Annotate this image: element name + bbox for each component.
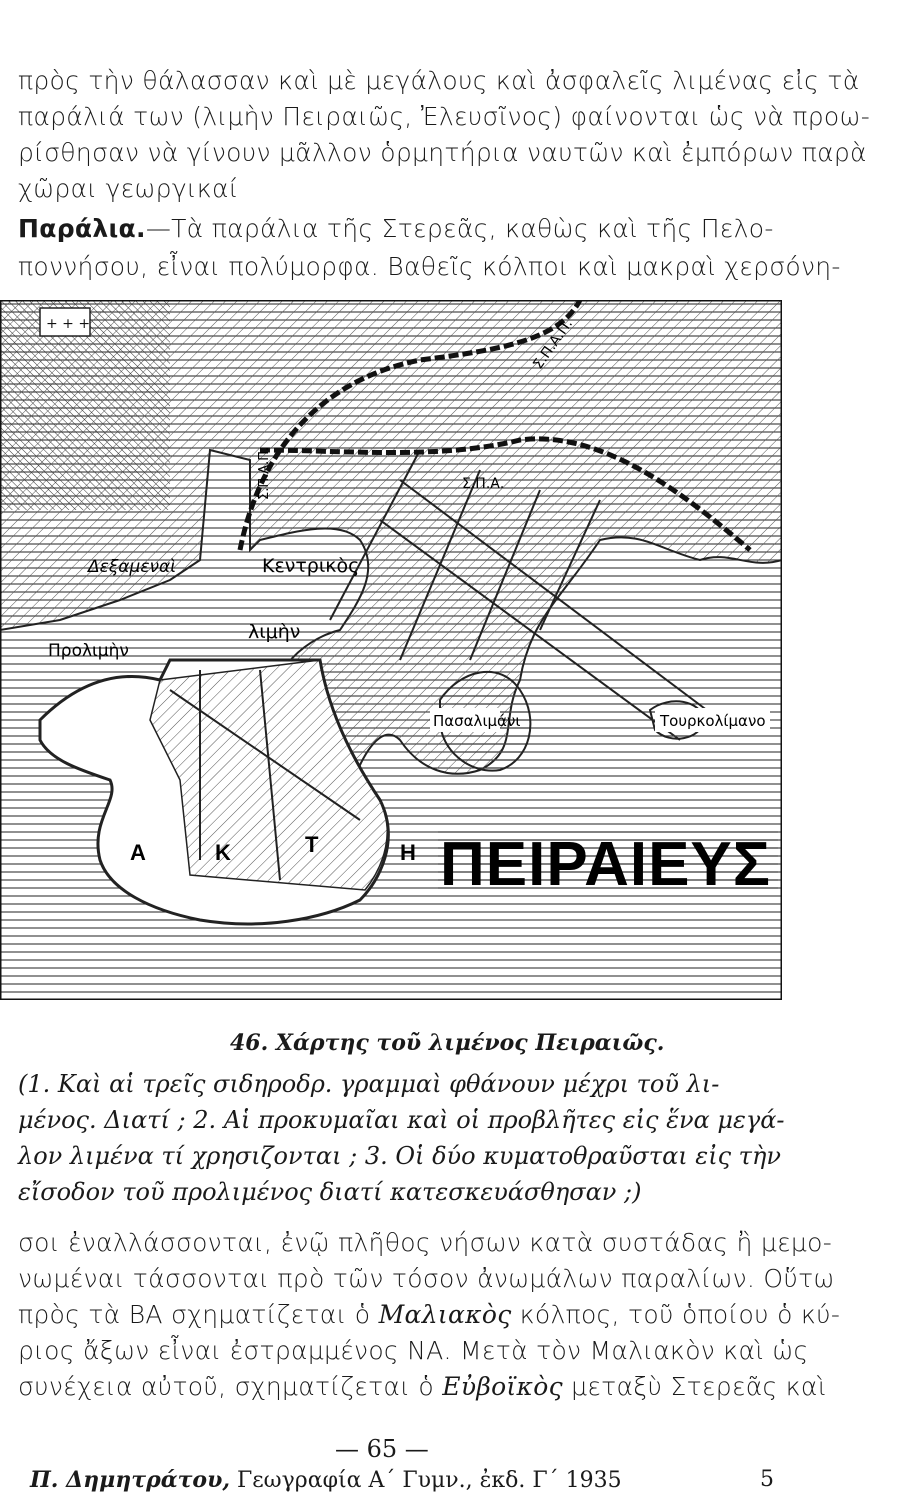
label-limin: λιμὴν [248,621,301,643]
svg-text:Τ: Τ [305,832,319,857]
label-city: ΠΕΙΡΑΙΕΥΣ [440,830,770,899]
label-railway: Σ.Π.Α. [462,476,505,492]
svg-text:Α: Α [130,840,146,865]
section-line-1 [18,214,774,243]
label-railway: Σ.Π.Α.Π. [257,446,272,500]
footer-title: Γεωγραφία Α΄ Γυμν., ἐκδ. Γ΄ 1935 [230,1468,622,1493]
question-line: μένος. Διατί ; 2. Αἱ προκυμαῖαι καὶ οἱ προβλῆτες εἰς ἕνα μεγά- [18,1106,785,1134]
text-line: πρὸς τὰ ΒΑ σχηματίζεται ὁ Μαλιακὸς κόλπος, τοῦ ὁποίου ὁ κύ- [18,1300,841,1329]
question-line: εἴσοδον τοῦ προλιμένος διατί κατεσκευάσθησαν ;) [18,1178,642,1206]
question-line: λον λιμένα τί χρησιζονται ; 3. Οἱ δύο κυματοθραῦσται εἰς τὴν [18,1142,781,1170]
question-line: (1. Καὶ αἱ τρεῖς σιδηροδρ. γραμμαὶ φθάνουν μέχρι τοῦ λι- [18,1070,720,1098]
text-line: ριος ἄξων εἶναι ἐστραμμένος ΝΑ. Μετὰ τὸν Μαλιακὸν καὶ ὡς [18,1336,809,1365]
label-tourkolimano: Τουρκολίμανο [660,712,766,730]
text-line: νωμέναι τάσσονται πρὸ τῶν τόσον ἀνωμάλων παραλίων. Οὕτω [18,1264,835,1293]
footer-author: Π. Δημητράτου, [30,1467,231,1493]
text-line: συνέχεια αὐτοῦ, σχηματίζεται ὁ Εὐβοϊκὸς μεταξὺ Στερεᾶς καὶ [18,1372,827,1401]
text-line: πρὸς τὴν θάλασσαν καὶ μὲ μεγάλους καὶ ἀσφαλεῖς λιμένας εἰς τὰ [18,66,860,95]
text-line: χῶραι γεωργικαί [18,174,239,203]
footer [30,1467,622,1493]
page-number: — 65 — [335,1435,429,1463]
section-heading: Παράλια. [18,214,146,243]
label-kentrikos: Κεντρικὸς [262,555,360,577]
text-line: παράλιά των (λιμὴν Πειραιῶς, Ἐλευσῖνος) φαίνονται ὡς νὰ προω- [18,102,871,131]
label-prolimin: Προλιμὴν [48,641,129,661]
svg-text:Κ: Κ [215,840,231,865]
figure-caption: 46. Χάρτης τοῦ λιμένος Πειραιῶς. [230,1030,665,1056]
section-text: —Τὰ παράλια τῆς Στερεᾶς, καθὼς καὶ τῆς Πελο- [145,214,774,243]
term-maliakos: Μαλιακὸς [378,1300,512,1329]
label-pasalimani: Πασαλιμάνι [433,712,521,730]
signature-mark: 5 [760,1467,774,1492]
text-line: ποννήσου, εἶναι πολύμορφα. Βαθεῖς κόλποι καὶ μακραὶ χερσόνη- [18,252,841,281]
svg-text:Η: Η [400,840,416,865]
piraeus-harbor-map [0,300,782,1000]
text-line: σοι ἐναλλάσσονται, ἐνῷ πλῆθος νήσων κατὰ συστάδας ἢ μεμο- [18,1228,833,1257]
label-dexamenai: Δεξαμεναὶ [88,557,176,577]
svg-text:+ + +: + + + [46,316,91,332]
label-railway: Σ.Π.Α.Π. [530,316,577,373]
term-evoikos: Εὐβοϊκὸς [442,1372,563,1401]
text-line: ρίσθησαν νὰ γίνουν μᾶλλον ὁρμητήρια ναυτῶν καὶ ἐμπόρων παρὰ [18,138,867,167]
